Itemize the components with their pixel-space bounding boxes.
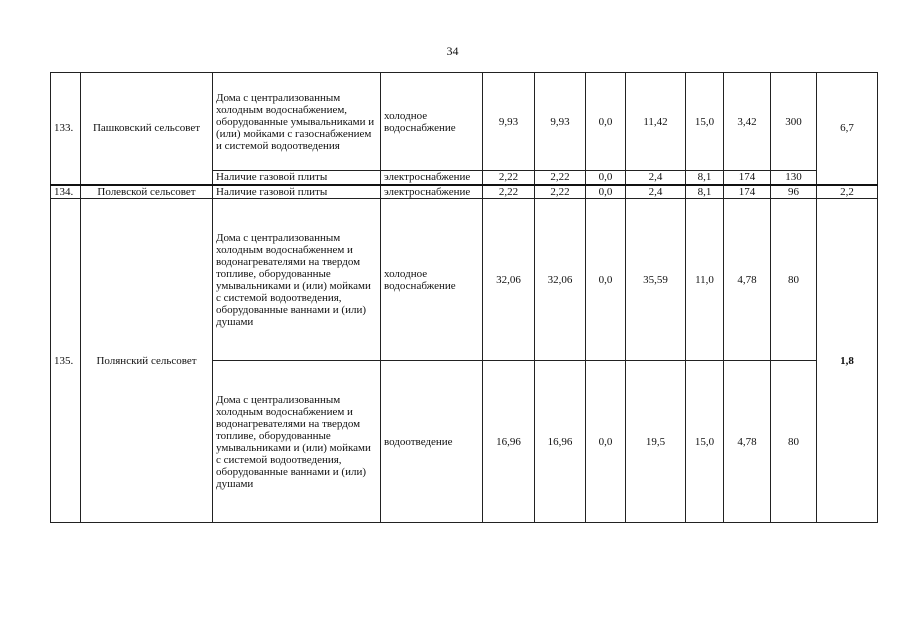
service-type: электроснабжение	[381, 171, 483, 185]
service-type: водоотведение	[381, 361, 483, 523]
value-cell: 32,06	[535, 199, 586, 361]
value-cell: 15,0	[686, 361, 724, 523]
value-cell: 80	[771, 361, 817, 523]
value-cell: 0,0	[586, 199, 626, 361]
table-row	[51, 73, 878, 171]
value-cell: 16,96	[535, 361, 586, 523]
total-value: 6,7	[817, 73, 878, 185]
value-cell: 96	[771, 185, 817, 199]
value-cell: 300	[771, 73, 817, 171]
value-cell: 4,78	[724, 361, 771, 523]
housing-description: Наличие газовой плиты	[213, 185, 381, 199]
settlement-name: Пашковский сельсовет	[81, 73, 213, 185]
value-cell: 0,0	[586, 185, 626, 199]
value-cell: 80	[771, 199, 817, 361]
page-number: 34	[446, 44, 459, 58]
value-cell: 130	[771, 171, 817, 185]
service-type: холодное водоснабжение	[381, 199, 483, 361]
table-row	[51, 185, 878, 199]
service-type: холодное водоснабжение	[381, 73, 483, 171]
housing-description: Наличие газовой плиты	[213, 171, 381, 185]
housing-description: Дома с централизованным холодным водоснабженнем и водонагревателями на твердом топливе, оборудованные умывальниками и (или) мойками с системой водоотведения, оборудованные ваннами и (или) душами	[213, 199, 381, 361]
table-row	[51, 199, 878, 361]
value-cell: 0,0	[586, 73, 626, 171]
value-cell: 2,4	[626, 171, 686, 185]
service-type: электроснабжение	[381, 185, 483, 199]
row-number: 133.	[51, 73, 81, 185]
value-cell: 9,93	[535, 73, 586, 171]
total-value: 2,2	[817, 185, 878, 199]
value-cell: 174	[724, 185, 771, 199]
value-cell: 2,22	[535, 185, 586, 199]
value-cell: 2,22	[483, 171, 535, 185]
settlement-name: Полянский сельсовет	[81, 199, 213, 523]
value-cell: 32,06	[483, 199, 535, 361]
value-cell: 8,1	[686, 171, 724, 185]
row-number: 134.	[51, 185, 81, 199]
tariff-table	[50, 72, 878, 523]
value-cell: 4,78	[724, 199, 771, 361]
value-cell: 11,42	[626, 73, 686, 171]
value-cell: 16,96	[483, 361, 535, 523]
value-cell: 3,42	[724, 73, 771, 171]
value-cell: 2,4	[626, 185, 686, 199]
value-cell: 2,22	[483, 185, 535, 199]
row-number: 135.	[51, 199, 81, 523]
value-cell: 19,5	[626, 361, 686, 523]
value-cell: 9,93	[483, 73, 535, 171]
value-cell: 0,0	[586, 361, 626, 523]
value-cell: 174	[724, 171, 771, 185]
total-value: 1,8	[817, 199, 878, 523]
housing-description: Дома с централизованным холодным водоснабжением и водонагревателями на твердом топливе, оборудованные умывальниками и (или) мойками с системой водоотведения, оборудованные ваннами и (или) душами	[213, 361, 381, 523]
value-cell: 15,0	[686, 73, 724, 171]
housing-description: Дома с централизованным холодным водоснабжением, оборудованные умывальниками и (или) мойками с газоснабжением и системой водоотведения	[213, 73, 381, 171]
value-cell: 2,22	[535, 171, 586, 185]
value-cell: 11,0	[686, 199, 724, 361]
value-cell: 35,59	[626, 199, 686, 361]
value-cell: 0,0	[586, 171, 626, 185]
settlement-name: Полевской сельсовет	[81, 185, 213, 199]
value-cell: 8,1	[686, 185, 724, 199]
